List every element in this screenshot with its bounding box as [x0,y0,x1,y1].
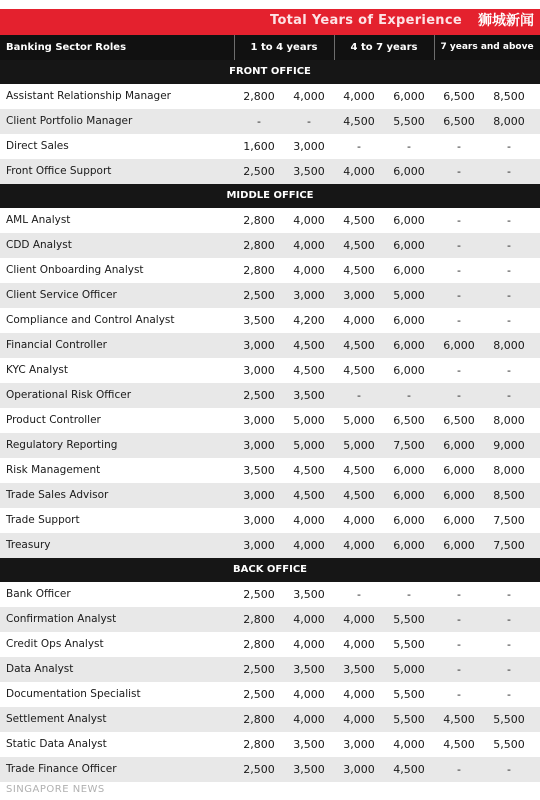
salary-cell: 8,500 [493,90,525,103]
salary-cell: 5,000 [343,439,375,452]
salary-cell: 4,000 [293,90,325,103]
salary-cell: 4,500 [443,738,475,751]
role-name: Settlement Analyst [6,713,107,725]
salary-cell: - [507,165,511,178]
salary-cell: 4,000 [343,713,375,726]
table-row [0,84,540,109]
salary-cell: - [457,214,461,227]
salary-cell: 6,000 [393,489,425,502]
salary-cell: 1,600 [243,140,275,153]
salary-cell: 2,800 [243,613,275,626]
salary-cell: - [257,115,261,128]
salary-cell: 6,000 [443,539,475,552]
salary-cell: 4,500 [293,464,325,477]
salary-cell: 3,500 [293,389,325,402]
salary-cell: 4,500 [343,264,375,277]
salary-cell: - [457,239,461,252]
salary-cell: 2,800 [243,713,275,726]
salary-cell: 3,500 [343,663,375,676]
salary-cell: - [457,613,461,626]
salary-cell: 3,500 [293,763,325,776]
section-header: MIDDLE OFFICE [0,184,540,208]
salary-cell: 2,500 [243,389,275,402]
salary-cell: - [507,264,511,277]
table-row [0,408,540,433]
salary-cell: 5,500 [493,713,525,726]
table-row [0,358,540,383]
table-header [0,35,540,60]
salary-cell: 4,000 [393,738,425,751]
salary-cell: 3,000 [343,289,375,302]
salary-cell: 4,000 [293,239,325,252]
salary-cell: 4,000 [343,514,375,527]
role-name: Risk Management [6,464,101,476]
role-name: Static Data Analyst [6,738,107,750]
role-name: Product Controller [6,414,101,426]
salary-cell: 4,500 [343,115,375,128]
salary-cell: 4,500 [343,239,375,252]
salary-cell: 4,500 [343,214,375,227]
salary-cell: - [507,588,511,601]
salary-cell: - [457,314,461,327]
salary-cell: 3,000 [243,339,275,352]
role-name: Treasury [6,539,51,551]
salary-cell: 6,000 [393,214,425,227]
salary-cell: 8,000 [493,414,525,427]
table-row [0,533,540,558]
salary-cell: 6,000 [393,165,425,178]
salary-cell: 5,000 [343,414,375,427]
salary-cell: 6,000 [443,489,475,502]
salary-cell: 6,000 [393,464,425,477]
salary-cell: 6,000 [393,339,425,352]
salary-cell: 4,500 [343,364,375,377]
salary-cell: 3,000 [243,414,275,427]
header-col2: 4 to 7 years [350,42,418,53]
salary-cell: 3,500 [293,588,325,601]
salary-cell: - [457,663,461,676]
role-name: Client Portfolio Manager [6,115,133,127]
salary-cell: 6,000 [393,539,425,552]
salary-cell: 4,000 [343,539,375,552]
salary-cell: 6,000 [393,364,425,377]
table-row [0,657,540,682]
section-header: FRONT OFFICE [0,60,540,84]
salary-cell: 2,800 [243,738,275,751]
salary-cell: 2,800 [243,214,275,227]
salary-cell: 5,000 [293,414,325,427]
role-name: Client Onboarding Analyst [6,264,144,276]
salary-cell: 4,000 [293,514,325,527]
salary-cell: 4,000 [343,165,375,178]
salary-cell: 3,000 [243,539,275,552]
salary-cell: 3,000 [293,289,325,302]
salary-cell: 5,000 [393,663,425,676]
table-row [0,607,540,632]
salary-cell: 4,000 [343,90,375,103]
salary-cell: - [457,165,461,178]
salary-cell: 8,000 [493,339,525,352]
table-row [0,208,540,233]
salary-cell: - [507,663,511,676]
salary-cell: 2,800 [243,239,275,252]
salary-cell: 6,500 [443,90,475,103]
table-row [0,433,540,458]
salary-cell: 5,500 [393,688,425,701]
table-row [0,233,540,258]
salary-cell: - [507,214,511,227]
salary-cell: 5,500 [393,613,425,626]
salary-cell: - [507,613,511,626]
salary-cell: - [357,389,361,402]
role-name: CDD Analyst [6,239,72,251]
salary-cell: - [407,140,411,153]
salary-cell: - [457,588,461,601]
table-row [0,632,540,657]
salary-cell: 5,500 [393,638,425,651]
salary-cell: 6,000 [443,339,475,352]
salary-cell: 6,000 [393,314,425,327]
table-row [0,134,540,159]
salary-cell: 4,500 [293,489,325,502]
salary-cell: 3,000 [343,763,375,776]
table-row [0,109,540,134]
salary-cell: 7,500 [493,539,525,552]
role-name: Compliance and Control Analyst [6,314,175,326]
salary-cell: 6,000 [443,514,475,527]
salary-cell: - [507,763,511,776]
role-name: Assistant Relationship Manager [6,90,171,102]
salary-cell: 6,000 [393,90,425,103]
role-name: Client Service Officer [6,289,117,301]
salary-cell: 4,500 [443,713,475,726]
salary-cell: - [507,364,511,377]
salary-cell: 6,500 [443,115,475,128]
salary-cell: - [507,239,511,252]
role-name: Data Analyst [6,663,74,675]
salary-cell: - [457,389,461,402]
table-row [0,732,540,757]
header-col3: 7 years and above [440,42,534,52]
table-row [0,308,540,333]
table-row [0,159,540,184]
salary-cell: 4,000 [293,713,325,726]
banner-title: Total Years of Experience [270,13,462,28]
salary-cell: 2,800 [243,90,275,103]
salary-cell: 2,500 [243,289,275,302]
salary-cell: 5,500 [393,115,425,128]
salary-cell: 6,000 [393,514,425,527]
role-name: Front Office Support [6,165,112,177]
salary-cell: 4,500 [343,339,375,352]
role-name: Documentation Specialist [6,688,141,700]
role-name: Operational Risk Officer [6,389,132,401]
salary-cell: - [507,289,511,302]
salary-cell: 6,500 [443,414,475,427]
salary-cell: 3,000 [343,738,375,751]
salary-cell: 2,800 [243,264,275,277]
salary-cell: 3,500 [243,314,275,327]
salary-cell: 3,000 [243,514,275,527]
salary-cell: 6,000 [393,264,425,277]
salary-cell: - [457,364,461,377]
salary-cell: - [357,588,361,601]
role-name: Trade Sales Advisor [6,489,109,501]
salary-cell: 7,500 [393,439,425,452]
footer-watermark: SINGAPORE NEWS [6,784,105,795]
salary-cell: - [457,638,461,651]
salary-cell: 9,000 [493,439,525,452]
table-row [0,458,540,483]
salary-cell: - [507,688,511,701]
salary-cell: - [457,264,461,277]
salary-cell: 3,500 [293,738,325,751]
salary-cell: 2,500 [243,588,275,601]
role-name: AML Analyst [6,214,71,226]
experience-banner [0,9,540,35]
salary-cell: 3,000 [243,364,275,377]
salary-cell: - [457,289,461,302]
header-col1: 1 to 4 years [250,42,318,53]
salary-cell: 2,500 [243,763,275,776]
table-row [0,682,540,707]
table-row [0,582,540,607]
salary-cell: 5,000 [293,439,325,452]
salary-cell: 5,000 [393,289,425,302]
table-row [0,283,540,308]
salary-cell: 6,000 [393,239,425,252]
salary-cell: - [457,140,461,153]
salary-cell: 2,500 [243,688,275,701]
salary-cell: 4,500 [393,763,425,776]
salary-cell: 4,000 [293,214,325,227]
role-name: Credit Ops Analyst [6,638,104,650]
table-row [0,258,540,283]
salary-cell: 5,500 [393,713,425,726]
salary-cell: 3,000 [243,439,275,452]
salary-cell: - [307,115,311,128]
role-name: Trade Finance Officer [6,763,117,775]
table-row [0,707,540,732]
salary-cell: - [407,588,411,601]
table-row [0,383,540,408]
table-row [0,508,540,533]
salary-cell: - [507,314,511,327]
salary-cell: - [507,638,511,651]
role-name: Financial Controller [6,339,107,351]
salary-cell: 3,000 [293,140,325,153]
salary-cell: - [507,140,511,153]
role-name: Trade Support [6,514,80,526]
salary-cell: 4,200 [293,314,325,327]
salary-cell: - [457,688,461,701]
table-row [0,333,540,358]
header-role: Banking Sector Roles [6,42,127,53]
salary-cell: 8,500 [493,489,525,502]
table-row [0,757,540,782]
salary-cell: 4,000 [343,688,375,701]
section-header: BACK OFFICE [0,558,540,582]
salary-cell: 4,000 [293,613,325,626]
salary-cell: 3,500 [293,165,325,178]
salary-cell: 2,500 [243,165,275,178]
salary-cell: 6,000 [443,464,475,477]
salary-cell: 4,500 [343,489,375,502]
salary-cell: - [407,389,411,402]
salary-cell: 3,000 [243,489,275,502]
salary-cell: 4,000 [293,688,325,701]
salary-cell: 8,000 [493,115,525,128]
salary-cell: 4,000 [343,638,375,651]
salary-cell: - [507,389,511,402]
role-name: KYC Analyst [6,364,69,376]
role-name: Confirmation Analyst [6,613,117,625]
role-name: Regulatory Reporting [6,439,118,451]
watermark-logo: 狮城新闻 [478,13,534,29]
salary-cell: 4,000 [293,264,325,277]
salary-cell: 5,500 [493,738,525,751]
salary-cell: 4,000 [293,638,325,651]
salary-cell: 4,500 [293,364,325,377]
salary-cell: 4,500 [343,464,375,477]
table-row [0,483,540,508]
salary-cell: 4,000 [343,314,375,327]
salary-cell: - [357,140,361,153]
salary-cell: - [457,763,461,776]
salary-cell: 2,800 [243,638,275,651]
salary-cell: 7,500 [493,514,525,527]
salary-cell: 3,500 [243,464,275,477]
salary-cell: 3,500 [293,663,325,676]
salary-cell: 4,500 [293,339,325,352]
role-name: Direct Sales [6,140,69,152]
salary-cell: 4,000 [343,613,375,626]
salary-cell: 6,000 [443,439,475,452]
salary-cell: 6,500 [393,414,425,427]
salary-cell: 8,000 [493,464,525,477]
salary-cell: 2,500 [243,663,275,676]
salary-cell: 4,000 [293,539,325,552]
role-name: Bank Officer [6,588,71,600]
